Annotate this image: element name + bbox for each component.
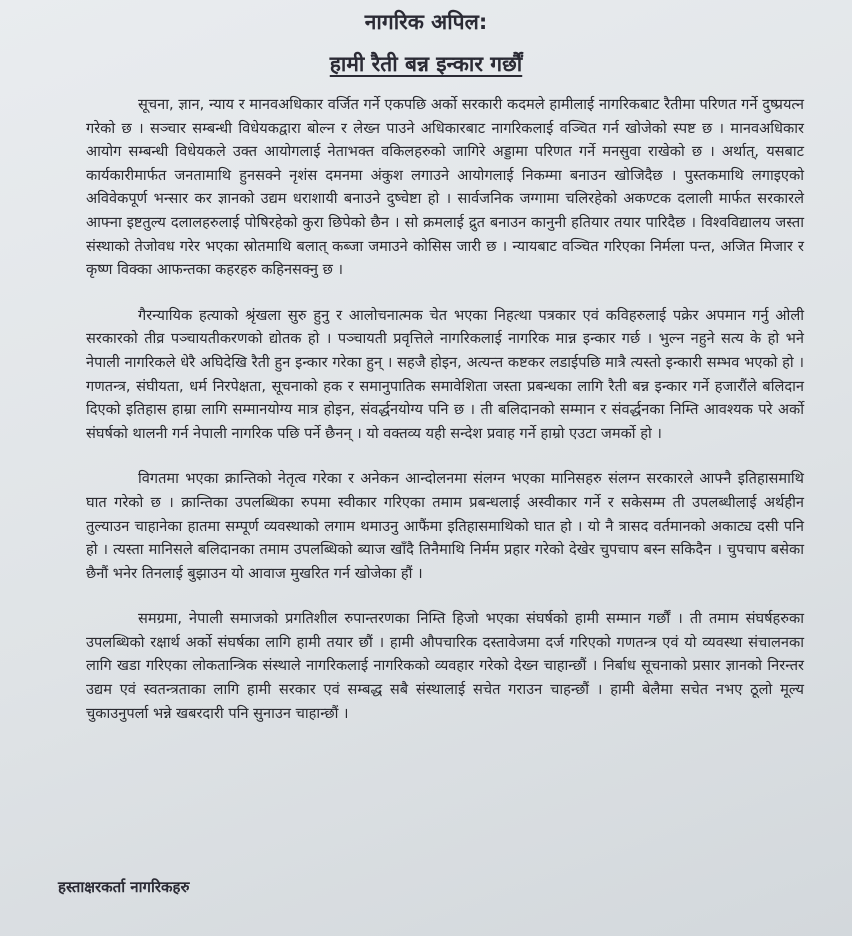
- document-title: नागरिक अपिल:: [364, 10, 488, 34]
- document-subtitle: हामी रैती बन्न इन्कार गर्छौं: [329, 52, 523, 76]
- paragraph-2: गैरन्यायिक हत्याको श्रृंखला सुरु हुनु र आलोचनात्मक चेत भएका निहत्था पत्रकार एवं कविहरुलाई पक्रेर अपमान गर्नु ओली सरकारको तीव्र पञ्चायतीकरणको द्योतक हो । पञ्चायती प्रवृत्तिले नागरिकलाई नागरिक मान्न इन्कार गर्छ । भुल्न नहुने सत्य के हो भने नेपाली नागरिकले धेरै अघिदेखि रैती हुन इन्कार गरेका हुन् । सहजै होइन, अत्यन्त कष्टकर लडाईपछि मात्रै त्यस्तो इन्कारी सम्भव भएको हो । गणतन्त्र, संघीयता, धर्म निरपेक्षता, सूचनाको हक र समानुपातिक समावेशिता जस्ता प्रबन्धका लागि रैती बन्न इन्कार गर्ने हजारौंले बलिदान दिएको इतिहास हाम्रा लागि सम्मानयोग्य मात्र होइन, संवर्द्धनयोग्य पनि छ । ती बलिदानको सम्मान र संवर्द्धनका निम्ति आवश्यक परे अर्को संघर्षको थालनी गर्न नेपाली नागरिक पछि पर्ने छैनन् । यो वक्तव्य यही सन्देश प्रवाह गर्ने हाम्रो एउटा जमर्को हो ।: [86, 306, 804, 442]
- signatories-label: हस्ताक्षरकर्ता नागरिकहरु: [58, 878, 190, 896]
- paragraph-4: समग्रमा, नेपाली समाजको प्रगतिशील रुपान्तरणका निम्ति हिजो भएका संघर्षको हामी सम्मान गर्छौं । ती तमाम संघर्षहरुका उपलब्धिको रक्षार्थ अर्को संघर्षका लागि हामी तयार छौं । हामी औपचारिक दस्तावेजमा दर्ज गरिएको गणतन्त्र एवं यो व्यवस्था संचालनका लागि खडा गरिएका लोकतान्त्रिक संस्थाले नागरिकलाई नागरिकको व्यवहार गरेको देख्न चाहान्छौं । निर्बाध सूचनाको प्रसार ज्ञानको निरन्तर उद्यम एवं स्वतन्त्रताका लागि हामी सरकार एवं सम्बद्ध सबै संस्थालाई सचेत गराउन चाहन्छौं । हामी बेलैमा सचेत नभए ठूलो मूल्य चुकाउनुपर्ला भन्ने खबरदारी पनि सुनाउन चाहान्छौं ।: [86, 610, 804, 722]
- paragraph-1: सूचना, ज्ञान, न्याय र मानवअधिकार वर्जित गर्ने एकपछि अर्को सरकारी कदमले हामीलाई नागरिकबाट रैतीमा परिणत गर्ने दुष्प्रयत्न गरेको छ । सञ्चार सम्बन्धी विधेयकद्वारा बोल्न र लेख्न पाउने अधिकारबाट नागरिकलाई वञ्चित गर्न खोजेको स्पष्ट छ । मानवअधिकार आयोग सम्बन्धी विधेयकले उक्त आयोगलाई नेताभक्त वकिलहरुको जागिरे अड्डामा परिणत गर्ने मनसुवा राखेको छ । अर्थात्, यसबाट कार्यकारीमार्फत जनतामाथि हुनसक्ने नृशंस दमनमा अंकुश लगाउने आयोगलाई निकम्मा बनाउन खोजिदैछ । पुस्तकमाथि लगाइएको अविवेकपूर्ण भन्सार कर ज्ञानको उद्यम धराशायी बनाउने दुष्चेष्टा हो । सार्वजनिक जग्गामा चलिरहेको अकण्टक दलाली मार्फत सरकारले आफ्ना इष्टतुल्य दलालहरुलाई पोषिरहेको कुरा छिपेको छैन । सो क्रमलाई द्रुत बनाउन कानुनी हतियार तयार पारिदैछ । विश्वविद्यालय जस्ता संस्थाको तेजोवध गरेर भएका स्रोतमाथि बलात् कब्जा जमाउने कोसिस जारी छ । न्यायबाट वञ्चित गरिएका निर्मला पन्त, अजित मिजार र कृष्ण विक्का आफन्तका कहरहरु कहिनसक्नु छ ।: [86, 96, 804, 279]
- paragraph-3: विगतमा भएका क्रान्तिको नेतृत्व गरेका र अनेकन आन्दोलनमा संलग्न भएका मानिसहरु संलग्न सरकारले आफ्नै इतिहासमाथि घात गरेको छ । क्रान्तिका उपलब्धिका रुपमा स्वीकार गरिएका तमाम प्रबन्धलाई अस्वीकार गर्ने र सकेसम्म ती उपलब्धीलाई अर्थहीन तुल्याउन चाहानेका हातमा सम्पूर्ण व्यवस्थाको लगाम थमाउनु आफैंमा इतिहासमाथिको घात हो । यो नै त्रासद वर्तमानको अकाट्य दसी पनि हो । त्यस्ता मानिसले बलिदानका तमाम उपलब्धिको ब्याज खाँदै तिनैमाथि निर्मम प्रहार गरेको देखेर चुपचाप बस्न सकिदैन । चुपचाप बसेका छैनौं भनेर तिनलाई बुझाउन यो आवाज मुखरित गर्न खोजेका हौं ।: [86, 470, 804, 582]
- document-body: [86, 93, 804, 747]
